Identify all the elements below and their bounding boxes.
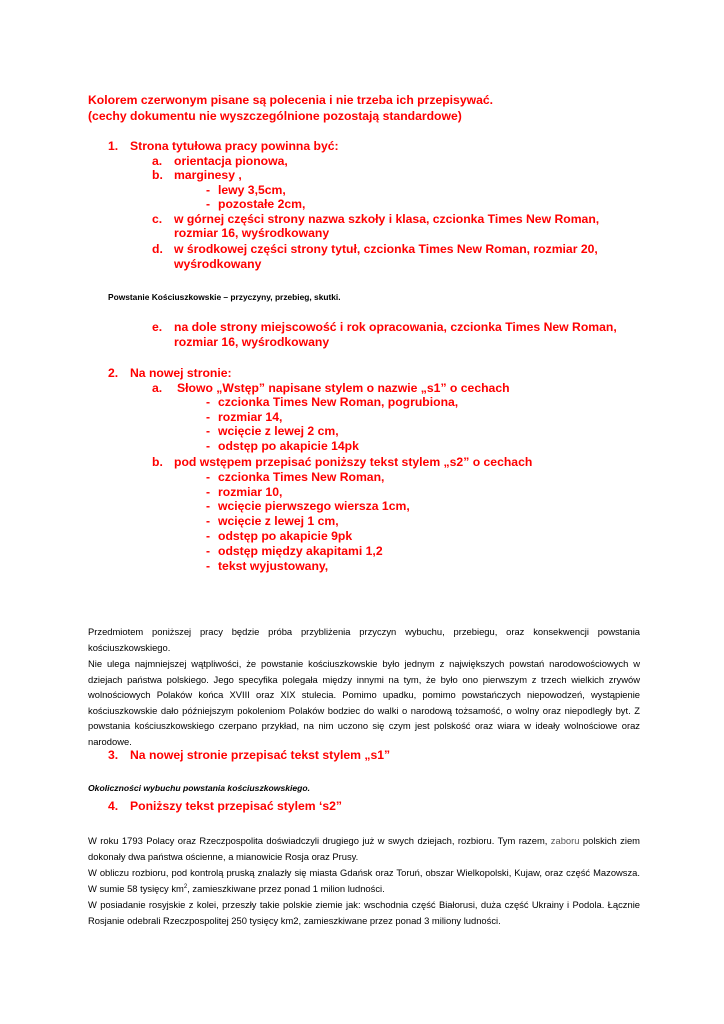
dash-bullet: - [206, 485, 211, 499]
dash-bullet: - [206, 514, 211, 528]
section3-title: Na nowej stronie przepisać tekst stylem „s1” [130, 748, 391, 762]
section1-e-line2: rozmiar 16, wyśrodkowany [174, 335, 330, 349]
dash-bullet: - [206, 470, 211, 484]
section2-a-item: czcionka Times New Roman, pogrubiona, [218, 395, 459, 409]
section1-d-line2: wyśrodkowany [174, 257, 262, 271]
section1-b-sub2: pozostałe 2cm, [218, 197, 306, 211]
section1-e-line1: na dole strony miejscowość i rok opracowania, czcionka Times New Roman, [174, 320, 617, 334]
intro-line-1: Kolorem czerwonym pisane są polecenia i nie trzeba ich przepisywać. [88, 93, 494, 107]
section2-title: Na nowej stronie: [130, 366, 232, 380]
dash-bullet: - [206, 183, 211, 197]
section1-e-marker: e. [152, 320, 163, 334]
dash-bullet: - [206, 410, 211, 424]
section2-number: 2. [108, 366, 119, 380]
body-paragraph [88, 833, 640, 864]
section1-b-marker: b. [152, 168, 163, 182]
section2-a-text: Słowo „Wstęp” napisane stylem o nazwie „s1” o cechach [177, 381, 510, 395]
dash-bullet: - [206, 395, 211, 409]
section1-b-sub1: lewy 3,5cm, [218, 183, 286, 197]
dash-bullet: - [206, 439, 211, 453]
section2-a-marker: a. [152, 381, 163, 395]
section4-title: Poniższy tekst przepisać stylem ‘s2” [130, 799, 343, 813]
dash-bullet: - [206, 529, 211, 543]
section1-title: Strona tytułowa pracy powinna być: [130, 139, 339, 153]
subtitle: Okoliczności wybuchu powstania kościuszkowskiego. [88, 783, 311, 793]
p2-superscript: 2 [183, 883, 188, 890]
dash-bullet: - [206, 544, 211, 558]
sample-title: Powstanie Kościuszkowskie – przyczyny, przebieg, skutki. [108, 292, 341, 302]
intro-line-2: (cechy dokumentu nie wyszczególnione pozostają standardowe) [88, 109, 462, 123]
section2-b-item: tekst wyjustowany, [218, 559, 329, 573]
section2-a-item: rozmiar 14, [218, 410, 283, 424]
p2-part-a: W obliczu rozbioru, pod kontrolą pruską znalazły się miasta Gdańsk oraz Toruń, obszar Wielkopolski, Kujaw, oraz część Mazowsza. W sumie 58 tysięcy km [88, 867, 640, 894]
section1-c-marker: c. [152, 212, 163, 226]
dash-bullet: - [206, 499, 211, 513]
p1-part-a: W roku 1793 Polacy oraz Rzeczpospolita doświadczyli drugiego już w swych dziejach, rozbioru. Tym razem, [88, 835, 548, 846]
body-paragraph: Nie ulega najmniejszej wątpliwości, że powstanie kościuszkowskie było jednym z największych powstań narodowościowych w dziejach państwa polskiego. Jego specyfika polegała między innymi na tym, że było ono pierwszym z trzech wielkich zrywów wolnościowych Polaków końca XVIII oraz XIX stulecia. Pomimo upadku, pomimo powstańczych niepowodzeń, wystąpienie kościuszkowskie dało późniejszym pokoleniom Polaków bodziec do walki o narodową tożsamość, o wolny oraz niepodległy byt. Z powstania kościuszkowskiego czerpano przykład, na nim uczono się czym jest polskość oraz wiara w ideały wolnościowe oraz narodowe. [88, 658, 640, 747]
section2-b-text: pod wstępem przepisać poniższy tekst stylem „s2” o cechach [174, 455, 533, 469]
p1-part-b: polskich ziem dokonały dwa państwa ościenne, a mianowicie Rosja oraz Prusy. [88, 835, 640, 862]
section1-c-line1: w górnej części strony nazwa szkoły i klasa, czcionka Times New Roman, [174, 212, 600, 226]
section2-b-marker: b. [152, 455, 163, 469]
section1-c-line2: rozmiar 16, wyśrodkowany [174, 226, 330, 240]
p1-word: zaboru [550, 835, 580, 846]
dash-bullet: - [206, 197, 211, 211]
section2-a-item: odstęp po akapicie 14pk [218, 439, 359, 453]
body-paragraph [88, 865, 640, 896]
section1-d-marker: d. [152, 242, 163, 256]
section2-b-item: rozmiar 10, [218, 485, 283, 499]
section1-b-text: marginesy , [174, 168, 242, 182]
section2-b-item: odstęp między akapitami 1,2 [218, 544, 383, 558]
section2-b-item: wcięcie z lewej 1 cm, [218, 514, 339, 528]
body-paragraph: W posiadanie rosyjskie z kolei, przeszły takie polskie ziemie jak: wschodnia część Białorusi, duża część Ukrainy i Podola. Łącznie Rosjanie odebrali Rzeczpospolitej 250 tysięcy km2, zamieszkiwane przez ponad 3 miliony ludności. [88, 899, 640, 926]
section1-a-text: orientacja pionowa, [174, 154, 288, 168]
section1-d-line1: w środkowej części strony tytuł, czcionka Times New Roman, rozmiar 20, [174, 242, 598, 256]
body-paragraph: Przedmiotem poniższej pracy będzie próba przybliżenia przyczyn wybuchu, przebiegu, oraz konsekwencji powstania kościuszkowskiego. [88, 626, 640, 653]
section4-number: 4. [108, 799, 119, 813]
section2-b-item: wcięcie pierwszego wiersza 1cm, [218, 499, 410, 513]
section3-number: 3. [108, 748, 119, 762]
dash-bullet: - [206, 424, 211, 438]
p2-part-b: , zamieszkiwane przez ponad 1 milion ludności. [187, 882, 385, 894]
section2-b-item: czcionka Times New Roman, [218, 470, 385, 484]
section1-a-marker: a. [152, 154, 163, 168]
section1-number: 1. [108, 139, 119, 153]
section2-b-item: odstęp po akapicie 9pk [218, 529, 353, 543]
section2-a-item: wcięcie z lewej 2 cm, [218, 424, 339, 438]
dash-bullet: - [206, 559, 211, 573]
